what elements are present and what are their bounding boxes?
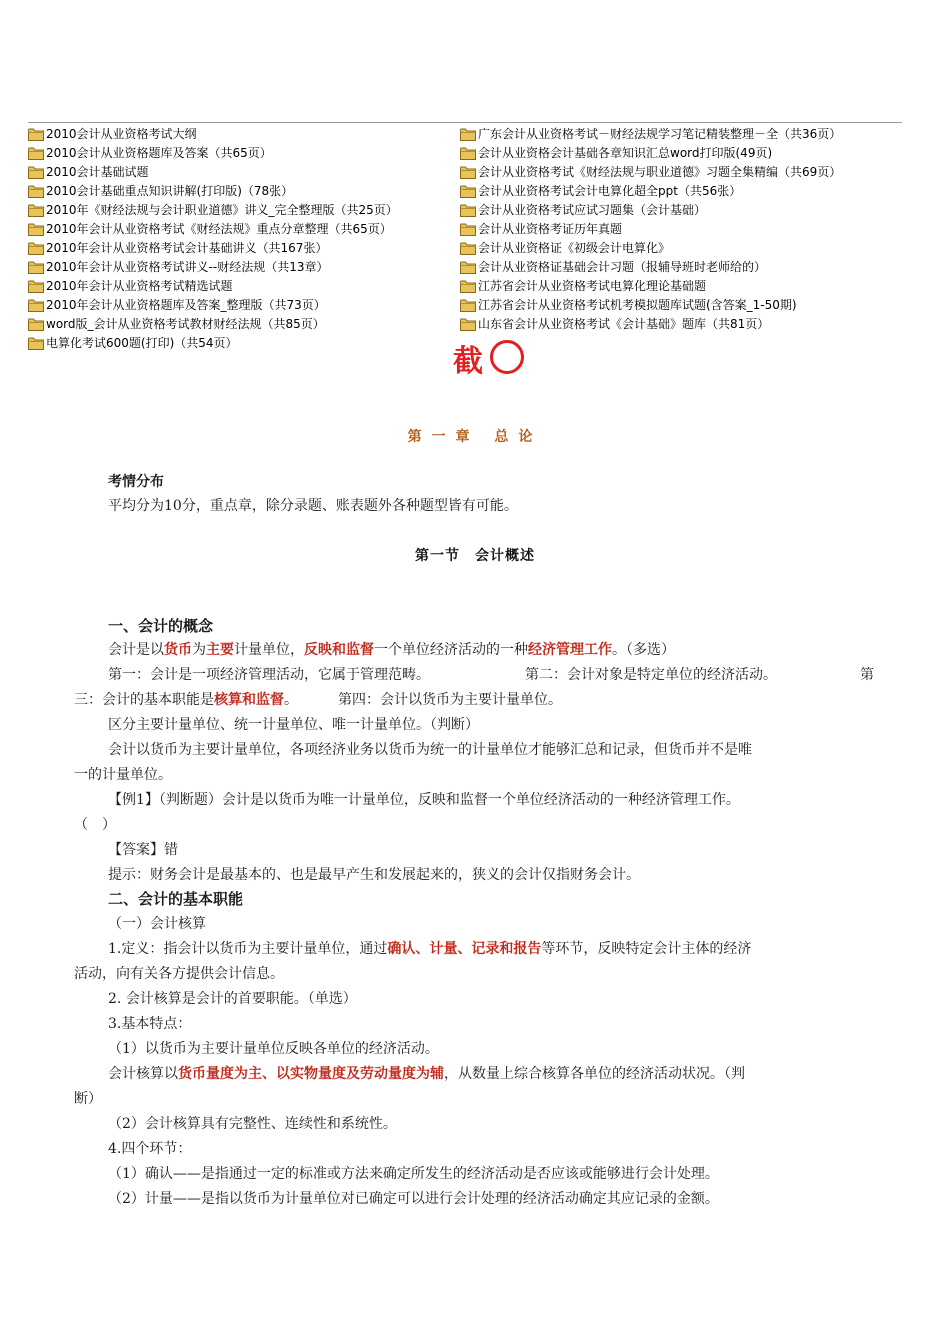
folder-label: 2010年会计从业资格题库及答案_整理版（共73页） bbox=[46, 298, 326, 312]
folder-icon bbox=[460, 204, 476, 217]
folder-icon bbox=[28, 318, 44, 331]
folder-icon bbox=[28, 223, 44, 236]
sub-heading-accounting: （一）会计核算 bbox=[108, 916, 206, 932]
feature-2: （2）会计核算具有完整性、连续性和系统性。 bbox=[108, 1116, 397, 1132]
highlight-text: 确认、计量、记录和报告 bbox=[387, 941, 542, 957]
folder-item[interactable] bbox=[28, 182, 458, 201]
text-run: 第四：会计以货币为主要计量单位。 bbox=[338, 692, 562, 708]
folder-item[interactable] bbox=[28, 315, 458, 334]
para-points-line1c: 第 bbox=[860, 667, 874, 683]
folder-item[interactable] bbox=[28, 277, 458, 296]
para-measure bbox=[108, 1062, 745, 1087]
step-measurement: （2）计量——是指以货币为计量单位对已确定可以进行会计处理的经济活动确定其应记录的金额。 bbox=[108, 1191, 719, 1207]
heading-concept: 一、会计的概念 bbox=[108, 617, 214, 635]
folder-label: 江苏省会计从业资格考试电算化理论基础题 bbox=[478, 279, 707, 293]
folder-icon bbox=[28, 242, 44, 255]
para-primary-function: 2. 会计核算是会计的首要职能。（单选） bbox=[108, 991, 357, 1007]
para-units: 区分主要计量单位、统一计量单位、唯一计量单位。（判断） bbox=[108, 717, 479, 733]
text-run: 等环节，反映特定会计主体的经济 bbox=[541, 941, 752, 957]
folder-label: word版_会计从业资格考试教材财经法规（共85页） bbox=[46, 317, 325, 331]
folder-item[interactable] bbox=[28, 163, 458, 182]
text-run: 三：会计的基本职能是 bbox=[74, 692, 214, 708]
para-definition bbox=[108, 937, 751, 962]
folder-label: 江苏省会计从业资格考试机考模拟题库试题(含答案_1-50期) bbox=[478, 298, 797, 312]
text-run: 第一：会计是一项经济管理活动，它属于管理范畴。 bbox=[108, 667, 430, 683]
folder-label: 2010会计从业资格题库及答案（共65页） bbox=[46, 146, 272, 160]
para-measure-2: 断） bbox=[74, 1091, 102, 1107]
text-run: 会计核算以 bbox=[108, 1066, 178, 1082]
chapter-title: 第一章 总论 bbox=[407, 429, 543, 445]
step-recognition: （1）确认——是指通过一定的标准或方法来确定所发生的经济活动是否应该或能够进行会计处理。 bbox=[108, 1166, 719, 1182]
folder-label: 2010会计基础试题 bbox=[46, 165, 149, 179]
text-run: 。（多选） bbox=[612, 642, 675, 658]
folder-icon bbox=[460, 261, 476, 274]
folder-icon bbox=[460, 223, 476, 236]
folder-icon bbox=[28, 337, 44, 350]
feature-1: （1）以货币为主要计量单位反映各单位的经济活动。 bbox=[108, 1041, 439, 1057]
folder-icon bbox=[28, 280, 44, 293]
section-title: 第一节 会计概述 bbox=[415, 548, 535, 564]
folder-label: 会计从业资格证基础会计习题（报辅导班时老师给的） bbox=[478, 260, 767, 274]
example-question: 【例1】（判断题）会计是以货币为唯一计量单位，反映和监督一个单位经济活动的一种经济管理工作。 bbox=[108, 792, 740, 808]
folder-item[interactable] bbox=[460, 277, 902, 296]
exam-text: 平均分为10分，重点章，除分录题、账表题外各种题型皆有可能。 bbox=[108, 498, 518, 514]
folder-label: 2010年会计从业资格考试会计基础讲义（共167张） bbox=[46, 241, 328, 255]
text-run: 会计是以 bbox=[108, 642, 164, 658]
para-four-steps: 4.四个环节： bbox=[108, 1141, 192, 1157]
tip-text: 提示：财务会计是最基本的、也是最早产生和发展起来的，狭义的会计仅指财务会计。 bbox=[108, 867, 640, 883]
folder-label: 会计从业资格考试会计电算化超全ppt（共56张） bbox=[478, 184, 742, 198]
folder-list-screenshot bbox=[28, 122, 902, 379]
folder-label: 山东省会计从业资格考试《会计基础》题库（共81页） bbox=[478, 317, 770, 331]
para-points-line1b: 第二：会计对象是特定单位的经济活动。 bbox=[525, 667, 777, 683]
folder-item[interactable] bbox=[460, 258, 902, 277]
para-money-1: 会计以货币为主要计量单位，各项经济业务以货币为统一的计量单位才能够汇总和记录，但货币并不是唯 bbox=[108, 742, 752, 758]
folder-item[interactable] bbox=[460, 239, 902, 258]
highlight-text: 核算和监督 bbox=[214, 692, 284, 708]
text-run: 为 bbox=[192, 642, 206, 658]
folder-icon bbox=[460, 147, 476, 160]
highlight-text: 反映和监督 bbox=[304, 642, 374, 658]
folder-label: 2010年会计从业资格考试讲义--财经法规（共13章） bbox=[46, 260, 329, 274]
folder-icon bbox=[460, 242, 476, 255]
folder-label: 2010年会计从业资格考试精选试题 bbox=[46, 279, 233, 293]
folder-icon bbox=[460, 128, 476, 141]
highlight-text: 经济管理工作 bbox=[528, 642, 612, 658]
text-run: ，从数量上综合核算各单位的经济活动状况。（判 bbox=[444, 1066, 745, 1082]
folder-list-right bbox=[460, 125, 902, 334]
folder-label: 广东会计从业资格考试－财经法规学习笔记精装整理－全（共36页） bbox=[478, 127, 842, 141]
folder-label: 会计从业资格考试应试习题集（会计基础） bbox=[478, 203, 707, 217]
para-features: 3.基本特点： bbox=[108, 1016, 192, 1032]
folder-label: 会计从业资格考证历年真题 bbox=[478, 222, 623, 236]
heading-functions: 二、会计的基本职能 bbox=[108, 890, 244, 908]
folder-item[interactable] bbox=[28, 144, 458, 163]
folder-item[interactable] bbox=[28, 258, 458, 277]
para-points-line1 bbox=[108, 663, 430, 688]
text-run: 一个单位经济活动的一种 bbox=[374, 642, 528, 658]
folder-icon bbox=[28, 128, 44, 141]
folder-icon bbox=[28, 166, 44, 179]
folder-icon bbox=[28, 185, 44, 198]
folder-label: 电算化考试600题(打印)（共54页） bbox=[46, 336, 238, 350]
folder-item[interactable] bbox=[28, 296, 458, 315]
folder-icon bbox=[460, 280, 476, 293]
screenshot-top-border bbox=[28, 122, 902, 123]
highlight-text: 货币 bbox=[164, 642, 192, 658]
para-money-2: 一的计量单位。 bbox=[74, 767, 172, 783]
folder-item[interactable] bbox=[28, 125, 458, 144]
screenshot-stamp bbox=[453, 336, 525, 380]
highlight-text: 货币量度为主、以实物量度及劳动量度为辅 bbox=[178, 1066, 444, 1082]
folder-item[interactable] bbox=[460, 315, 902, 334]
folder-item[interactable] bbox=[460, 201, 902, 220]
folder-item[interactable] bbox=[28, 334, 458, 353]
folder-icon bbox=[460, 318, 476, 331]
folder-item[interactable] bbox=[28, 201, 458, 220]
stamp-ring-icon bbox=[490, 340, 524, 374]
folder-item[interactable] bbox=[460, 163, 902, 182]
highlight-text: 主要 bbox=[206, 642, 234, 658]
para-concept bbox=[108, 638, 675, 663]
folder-icon bbox=[28, 204, 44, 217]
folder-label: 2010年《财经法规与会计职业道德》讲义_完全整理版（共25页） bbox=[46, 203, 398, 217]
para-definition-2: 活动，向有关各方提供会计信息。 bbox=[74, 966, 284, 982]
exam-heading: 考情分布 bbox=[108, 474, 164, 490]
folder-icon bbox=[460, 299, 476, 312]
folder-label: 2010会计基础重点知识讲解(打印版)（78张） bbox=[46, 184, 294, 198]
folder-icon bbox=[460, 166, 476, 179]
folder-icon bbox=[28, 299, 44, 312]
stamp-text: 截 bbox=[453, 344, 484, 379]
example-answer: 【答案】错 bbox=[108, 842, 178, 858]
folder-label: 会计从业资格会计基础各章知识汇总word打印版(49页) bbox=[478, 146, 773, 160]
folder-item[interactable] bbox=[28, 239, 458, 258]
folder-item[interactable] bbox=[460, 220, 902, 239]
folder-label: 2010会计从业资格考试大纲 bbox=[46, 127, 197, 141]
folder-item[interactable] bbox=[460, 296, 902, 315]
example-blank: （ ） bbox=[74, 817, 116, 833]
folder-icon bbox=[460, 185, 476, 198]
folder-item[interactable] bbox=[460, 182, 902, 201]
folder-item[interactable] bbox=[460, 144, 902, 163]
folder-label: 2010年会计从业资格考试《财经法规》重点分章整理（共65页） bbox=[46, 222, 392, 236]
text-run: 计量单位， bbox=[234, 642, 304, 658]
folder-icon bbox=[28, 147, 44, 160]
folder-item[interactable] bbox=[28, 220, 458, 239]
folder-item[interactable] bbox=[460, 125, 902, 144]
folder-label: 会计从业资格证《初级会计电算化》 bbox=[478, 241, 671, 255]
folder-list-left bbox=[28, 125, 458, 353]
text-run: 1.定义：指会计以货币为主要计量单位，通过 bbox=[108, 941, 388, 957]
text-run: 。 bbox=[284, 692, 298, 708]
para-points-line2 bbox=[74, 688, 562, 713]
folder-label: 会计从业资格考试《财经法规与职业道德》习题全集精编（共69页） bbox=[478, 165, 842, 179]
folder-icon bbox=[28, 261, 44, 274]
